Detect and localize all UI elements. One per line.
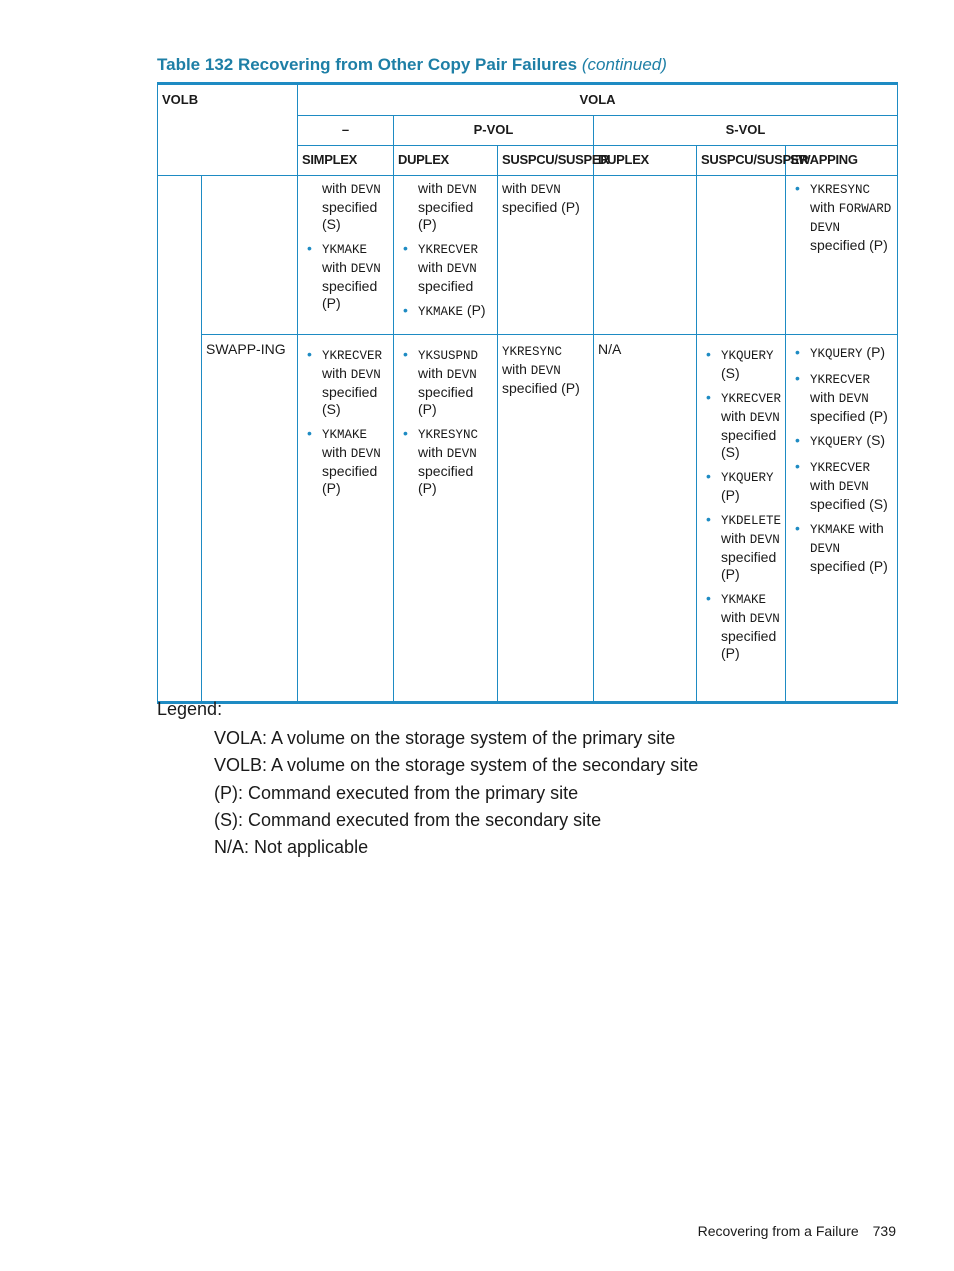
volb-state-cell <box>158 176 202 703</box>
legend-list <box>214 725 698 861</box>
list-item: • YKRECVER with DEVN specified (S) <box>790 458 893 513</box>
list-item: • YKSUSPND with DEVN specified (P) <box>398 346 493 418</box>
header-suspcu-pvol: SUSPCU/SUSPER <box>498 146 594 176</box>
header-vola: VOLA <box>298 84 898 116</box>
list-item: • YKMAKE with DEVN specified (P) <box>302 425 389 497</box>
copy-pair-failures-table <box>157 82 898 704</box>
legend-title: Legend: <box>157 699 223 719</box>
header-pvol: P-VOL <box>394 116 594 146</box>
list-item: • YKRECVER with DEVN specified (P) <box>790 370 893 425</box>
row-label-swapping: SWAPP-ING <box>202 335 298 703</box>
cell-duplex-pvol <box>394 335 498 703</box>
header-suspcu-svol: SUSPCU/SUSPER <box>697 146 786 176</box>
cell-duplex-svol <box>594 176 697 335</box>
list-item: • YKQUERY (S) <box>790 432 893 451</box>
list-item: • YKMAKE with DEVN specified (P) <box>302 240 389 312</box>
header-swapping: SWAPPING <box>786 146 898 176</box>
page-number: 739 <box>872 1223 896 1239</box>
volb-substate-cell <box>202 176 298 335</box>
footer-section-title: Recovering from a Failure <box>697 1223 859 1239</box>
page-footer <box>698 1223 896 1239</box>
legend-item: N/A: Not applicable <box>214 837 369 858</box>
list-item: • YKQUERY (P) <box>701 468 781 504</box>
list-item: • YKQUERY (P) <box>790 344 893 363</box>
list-item: • YKRECVER with DEVN specified <box>398 240 493 295</box>
cell-suspcu-svol <box>697 176 786 335</box>
list-item: • YKQUERY (S) <box>701 346 781 382</box>
header-duplex-pvol: DUPLEX <box>394 146 498 176</box>
list-item: • YKRECVER with DEVN specified (S) <box>701 389 781 461</box>
table-caption-title: Table 132 Recovering from Other Copy Pair Failures <box>157 55 578 74</box>
cell-swapping <box>786 335 898 703</box>
header-simplex: SIMPLEX <box>298 146 394 176</box>
cell-suspcu-pvol: YKRESYNC with DEVN specified (P) <box>498 335 594 703</box>
table-caption <box>157 55 667 75</box>
cell-suspcu-pvol: with DEVN specified (P) <box>498 176 594 335</box>
legend-item: (S): Command executed from the secondary site <box>214 809 602 830</box>
header-duplex-svol: DUPLEX <box>594 146 697 176</box>
header-dash: – <box>298 116 394 146</box>
list-item: • YKRESYNC with FORWARD DEVN specified (P) <box>790 180 893 254</box>
list-item: • YKMAKE with DEVN specified (P) <box>790 520 893 575</box>
cell-swapping <box>786 176 898 335</box>
legend-item: VOLA: A volume on the storage system of the primary site <box>214 728 676 748</box>
table-caption-continued: (continued) <box>581 55 667 74</box>
cell-duplex-svol: N/A <box>594 335 697 703</box>
header-volb: VOLB <box>158 84 298 176</box>
header-svol: S-VOL <box>594 116 898 146</box>
cell-simplex: with DEVN specified (S) • YKMAKE with DEVN specified (P) <box>298 176 394 335</box>
cell-simplex <box>298 335 394 703</box>
cell-suspcu-svol <box>697 335 786 703</box>
list-item: • YKRESYNC with DEVN specified (P) <box>398 425 493 497</box>
legend-item: VOLB: A volume on the storage system of the secondary site <box>214 755 699 776</box>
list-item: • YKMAKE with DEVN specified (P) <box>701 590 781 662</box>
list-item: • YKMAKE (P) <box>398 302 493 321</box>
cell-duplex-pvol: with DEVN specified (P) • YKRECVER with DEVN specified • YKMAKE (P) <box>394 176 498 335</box>
table-row <box>158 335 898 703</box>
table-row <box>158 176 898 335</box>
list-item: • YKRECVER with DEVN specified (S) <box>302 346 389 418</box>
legend-item: (P): Command executed from the primary site <box>214 782 579 803</box>
list-item: • YKDELETE with DEVN specified (P) <box>701 511 781 583</box>
